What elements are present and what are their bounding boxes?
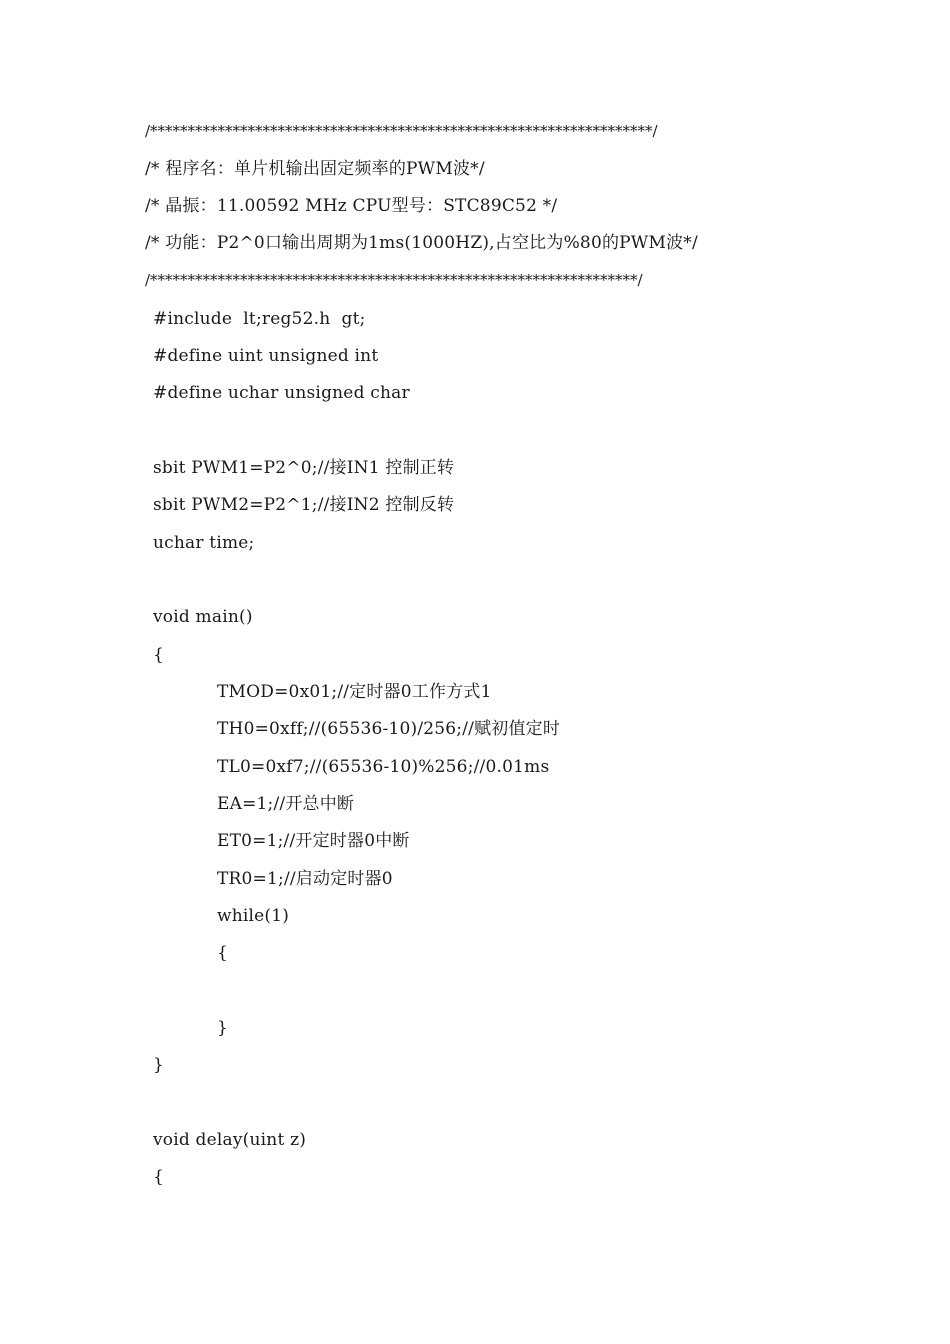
code-line-while: while(1) — [217, 906, 290, 926]
code-line-sbit-pwm1: sbit PWM1=P2^0;//接IN1 控制正转 — [153, 458, 455, 478]
header-comment-function: /* 功能：P2^0口输出周期为1ms(1000HZ),占空比为%80的PWM波*/ — [145, 233, 698, 253]
code-line-et0: ET0=1;//开定时器0中断 — [217, 831, 410, 851]
header-comment-program-name: /* 程序名：单片机输出固定频率的PWM波*/ — [145, 159, 485, 179]
code-line-tl0: TL0=0xf7;//(65536-10)%256;//0.01ms — [217, 757, 550, 777]
code-line-tmod: TMOD=0x01;//定时器0工作方式1 — [217, 682, 492, 702]
header-border-bottom: /*****************************************************************/ — [145, 271, 643, 289]
code-line-main-brace-close: } — [153, 1055, 165, 1075]
code-line-while-brace-close: } — [217, 1018, 229, 1038]
code-line-define-uchar: #define uchar unsigned char — [153, 383, 410, 403]
code-line-sbit-pwm2: sbit PWM2=P2^1;//接IN2 控制反转 — [153, 495, 455, 515]
code-line-void-main: void main() — [153, 607, 253, 627]
code-line-include: #include lt;reg52.h gt; — [153, 309, 366, 329]
code-line-th0: TH0=0xff;//(65536-10)/256;//赋初值定时 — [217, 719, 561, 739]
code-line-void-delay: void delay(uint z) — [153, 1130, 307, 1150]
code-line-define-uint: #define uint unsigned int — [153, 346, 379, 366]
code-line-uchar-time: uchar time; — [153, 533, 255, 553]
header-border-top: /*******************************************************************/ — [145, 122, 658, 140]
header-comment-crystal: /* 晶振：11.00592 MHz CPU型号：STC89C52 */ — [145, 196, 558, 216]
code-line-tr0: TR0=1;//启动定时器0 — [217, 869, 393, 889]
code-line-ea: EA=1;//开总中断 — [217, 794, 355, 814]
code-line-delay-brace-open: { — [153, 1167, 165, 1187]
code-line-while-brace-open: { — [217, 943, 229, 963]
code-line-brace-open: { — [153, 645, 165, 665]
